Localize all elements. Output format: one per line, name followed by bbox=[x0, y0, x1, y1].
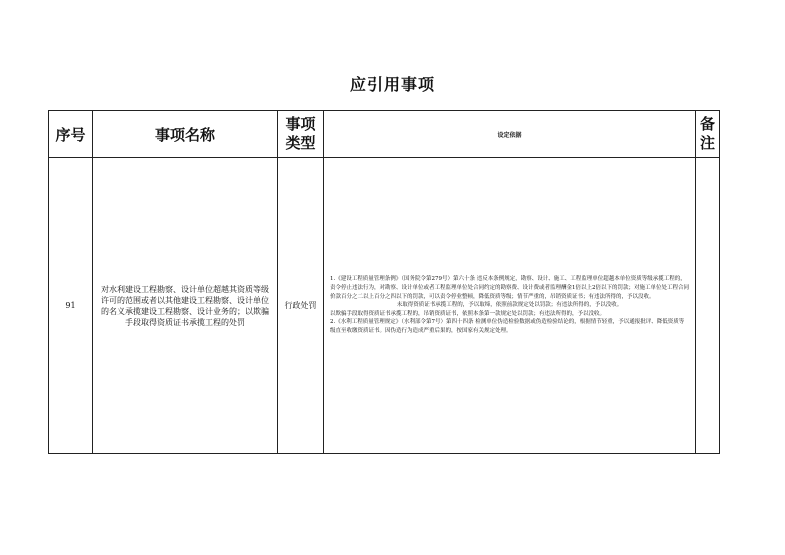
items-table bbox=[48, 110, 720, 454]
header-type-line2: 类型 bbox=[285, 134, 316, 152]
header-type-line1: 事项 bbox=[285, 115, 316, 133]
table-row bbox=[49, 158, 720, 454]
row-name: 对水利建设工程勘察、设计单位超越其资质等级许可的范围或者以其他建设工程勘察、设计单位的名义承揽建设工程勘察、设计业务的；以欺骗手段取得资质证书承揽工程的处罚 bbox=[93, 158, 278, 454]
basis-paragraph-4: 2.《水利工程质量管理规定》（水利部令第7号）第四十四条 检测单位伪造检验数据或伪造检验结论的，根据情节轻重，予以通报批评、降低资质等级直至收缴资质证书。因伪造行为造成严重后果的，按国家有关规定处理。 bbox=[330, 319, 685, 334]
header-no: 序号 bbox=[49, 111, 93, 158]
basis-paragraph-1: 1.《建设工程质量管理条例》（国务院令第279号）第六十条 违反本条例规定，勘察、设计、施工、工程监理单位超越本单位资质等级承揽工程的，责令停止违法行为，对勘察、设计单位或者工程监理单位处合同约定的勘察费、设计费或者监理酬金1倍以上2倍以下的罚款；对施工单位处工程合同价款百分之二以上百分之四以下的罚款，可以责令停业整顿，降低资质等级；情节严重的，吊销资质证书；有违法所得的，予以没收。 bbox=[330, 276, 690, 300]
header-note bbox=[696, 111, 720, 158]
header-name: 事项名称 bbox=[93, 111, 278, 158]
row-note bbox=[696, 158, 720, 454]
basis-paragraph-2: 未取得资质证书承揽工程的，予以取缔，依照前款规定处以罚款；有违法所得的，予以没收。 bbox=[396, 302, 623, 309]
table-header-row bbox=[49, 111, 720, 158]
row-basis bbox=[324, 158, 696, 454]
header-note-line2: 注 bbox=[699, 134, 715, 152]
header-note-line1: 备 bbox=[699, 115, 715, 133]
header-type bbox=[278, 111, 324, 158]
row-type: 行政处罚 bbox=[278, 158, 324, 454]
basis-paragraph-3: 以欺骗手段取得资质证书承揽工程的，吊销资质证书，依照本条第一款规定处以罚款；有违法所得的，予以没收。 bbox=[330, 310, 606, 317]
header-basis: 设定依据 bbox=[324, 111, 696, 158]
page-title: 应引用事项 bbox=[349, 75, 435, 94]
row-no: 91 bbox=[49, 158, 93, 454]
